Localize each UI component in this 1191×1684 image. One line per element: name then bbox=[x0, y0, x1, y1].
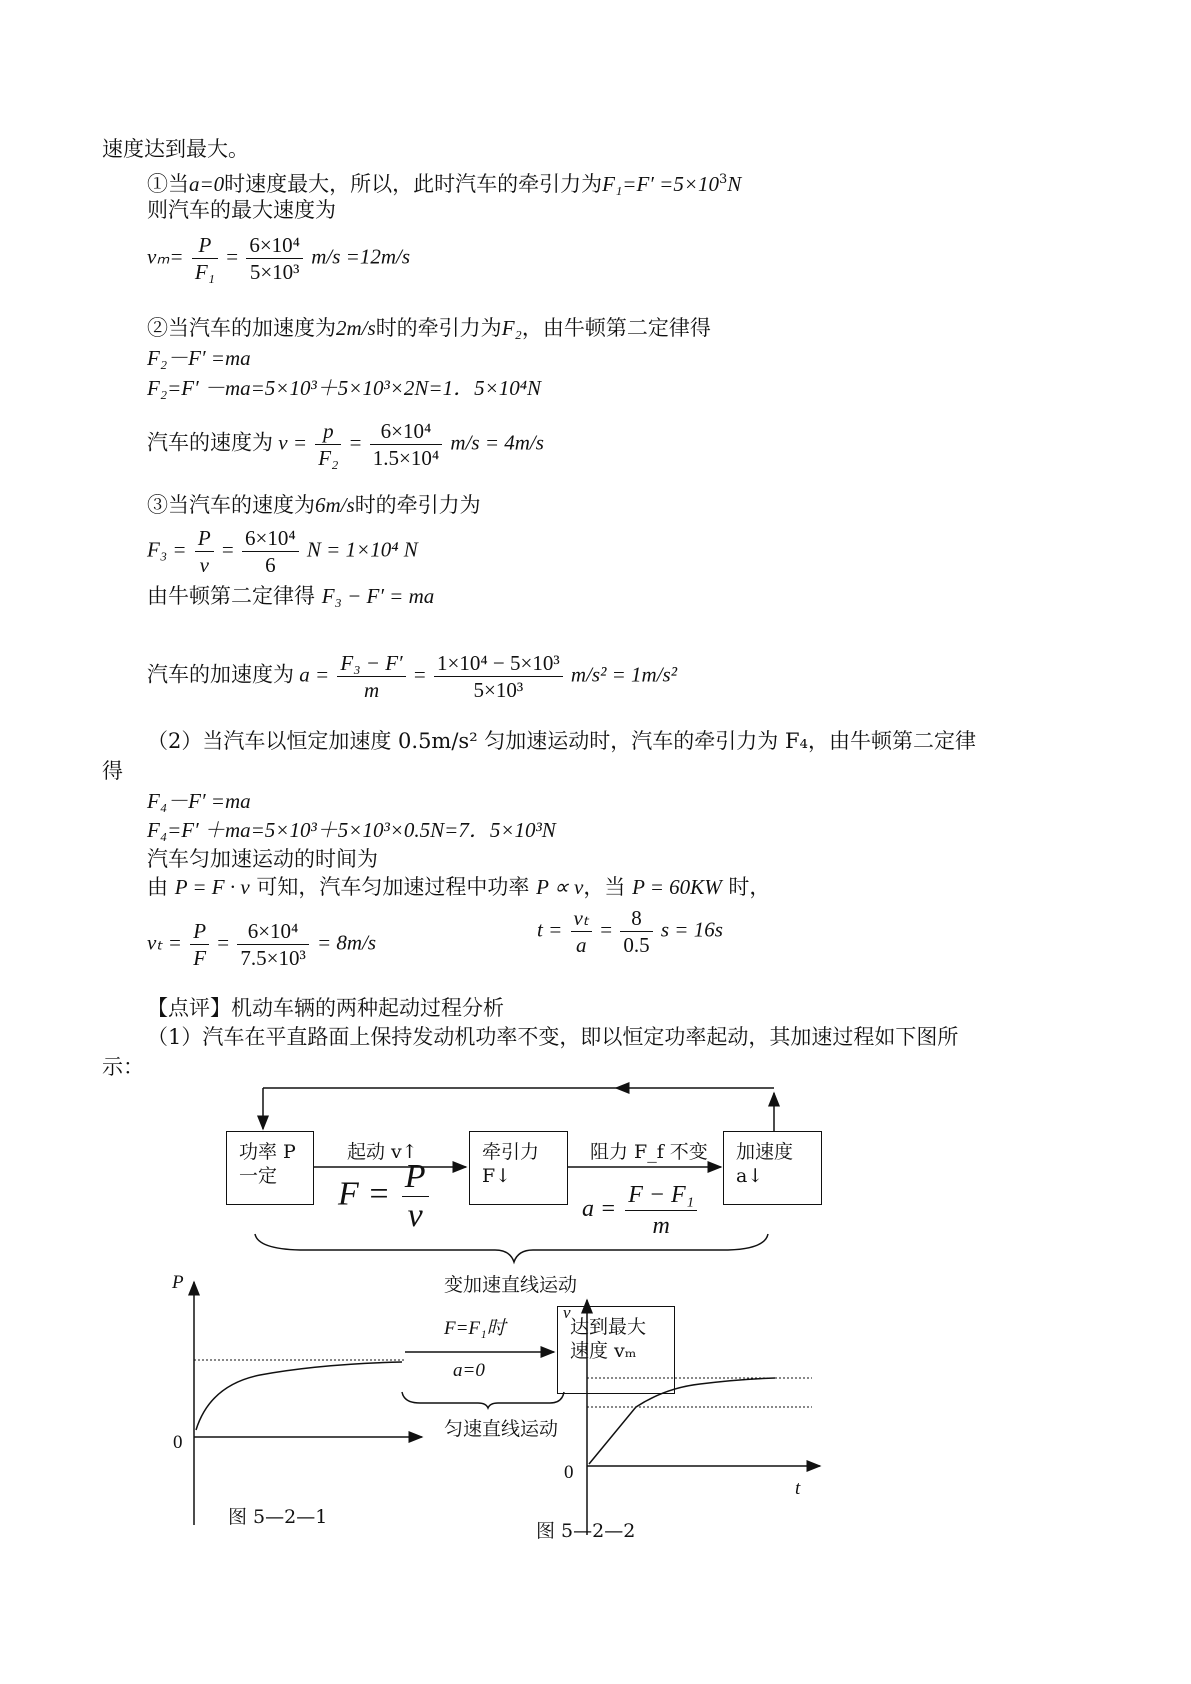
formula-f-pv: F = $\frac{P}{v}$ bbox=[338, 1158, 432, 1235]
para-speed-6: ③当汽车的速度为6m/s时的牵引力为 bbox=[147, 493, 481, 517]
box-max-speed bbox=[557, 1306, 675, 1394]
caption-1: 图 5—2—1 bbox=[228, 1506, 328, 1528]
eq-f4-2: F₄=F′ ＋ma=5×10³＋5×10³×0.5N=7．5×10³N bbox=[147, 818, 556, 842]
v-axis-label: v bbox=[563, 1303, 571, 1322]
vm-formula: vₘ= $\frac{P}{\text{F₁}}$ = $\frac{\text{6×10⁴}}{\text{5×10³}}$ m/s =12m/s bbox=[147, 233, 411, 284]
p-axis-label: P bbox=[172, 1272, 184, 1293]
power-line: 由 P = F · v 可知，汽车匀加速过程中功率 P ∝ v，当 P = 60KW 时， bbox=[147, 875, 771, 899]
cond2-label: a=0 bbox=[453, 1360, 485, 1381]
box-traction bbox=[469, 1131, 568, 1205]
box-max-speed-line2: 速度 vₘ bbox=[570, 1340, 637, 1362]
eq-f2-2: F₂=F′ －ma=5×10³＋5×10³×2N=1．5×10⁴N bbox=[147, 376, 542, 400]
accel-formula: 汽车的加速度为 a = $\frac{\text{F₃ − F′}}{m}$ = $\frac{\text{1×10⁴ − 5×10³}}{\text{5×10³}}$ m/s² = 1m/s² bbox=[147, 651, 678, 702]
zero-label-1: 0 bbox=[173, 1432, 183, 1453]
vt-formula: vₜ = $\frac{P}{F}$ = $\frac{\text{6×10⁴}}{\text{7.5×10³}}$ = 8m/s bbox=[147, 919, 377, 970]
newton-line: 由牛顿第二定律得 F₃ − F′ = ma bbox=[147, 584, 435, 608]
review-line1: （1）汽车在平直路面上保持发动机功率不变，即以恒定功率起动，其加速过程如下图所 bbox=[147, 1025, 959, 1049]
formula-a: a = $\frac{\text{F − F₁}}{m}$ bbox=[582, 1180, 700, 1241]
para-accel-2: ②当汽车的加速度为2m/s时的牵引力为F₂，由牛顿第二定律得 bbox=[147, 316, 711, 340]
box-accel bbox=[723, 1131, 822, 1205]
uniform-label: 匀速直线运动 bbox=[444, 1418, 559, 1440]
arrow2-label: 阻力 F_f 不变 bbox=[590, 1141, 708, 1163]
eq-f4-1: F₄－F′ =ma bbox=[147, 789, 251, 813]
review-title: 【点评】机动车辆的两种起动过程分析 bbox=[147, 996, 504, 1020]
eq-f2-1: F₂－F′ =ma bbox=[147, 346, 251, 370]
t-formula: t = $\frac{\text{vₜ}}{a}$ = $\frac{8}{0.5}$ s = 16s bbox=[537, 906, 723, 957]
box-traction-line2: F↓ bbox=[482, 1165, 512, 1187]
box-accel-line2: a↓ bbox=[736, 1165, 764, 1187]
caption-2: 图 5—2—2 bbox=[536, 1520, 636, 1542]
part2-line2: 得 bbox=[102, 759, 123, 783]
box-traction-line1: 牵引力 bbox=[482, 1141, 540, 1163]
box-max-speed-line1: 达到最大 bbox=[570, 1316, 647, 1338]
time-label: 汽车匀加速运动的时间为 bbox=[147, 847, 378, 871]
cond1-label: F=F₁时 bbox=[444, 1318, 506, 1339]
box-power bbox=[226, 1131, 314, 1205]
review-line2: 示： bbox=[102, 1055, 144, 1079]
part2-line1: （2）当汽车以恒定加速度 0.5m/s² 匀加速运动时，汽车的牵引力为 F₄，由牛顿第二定律 bbox=[147, 729, 976, 753]
box-power-line2: 一定 bbox=[239, 1165, 278, 1187]
box-accel-line1: 加速度 bbox=[736, 1141, 794, 1163]
para-max-speed-2: 则汽车的最大速度为 bbox=[147, 198, 336, 222]
f3-formula: F₃ = $\frac{P}{v}$ = $\frac{\text{6×10⁴}}{6}$ N = 1×10⁴ N bbox=[147, 526, 418, 577]
intro-line: 速度达到最大。 bbox=[102, 137, 249, 161]
para-max-speed: ①当a=0时速度最大，所以，此时汽车的牵引力为$F_1=F' =5\times 10^3N$ bbox=[147, 172, 742, 196]
arrow1-label: 起动 v↑ bbox=[347, 1141, 418, 1163]
t-axis-label: t bbox=[795, 1478, 801, 1499]
speed-formula: 汽车的速度为 v = $\frac{p}{\text{F₂}}$ = $\frac{\text{6×10⁴}}{\text{1.5×10⁴}}$ m/s = 4m/s bbox=[147, 419, 544, 470]
zero-label-2: 0 bbox=[564, 1462, 574, 1483]
box-power-line1: 功率 P bbox=[239, 1141, 296, 1163]
varying-label: 变加速直线运动 bbox=[444, 1274, 578, 1296]
